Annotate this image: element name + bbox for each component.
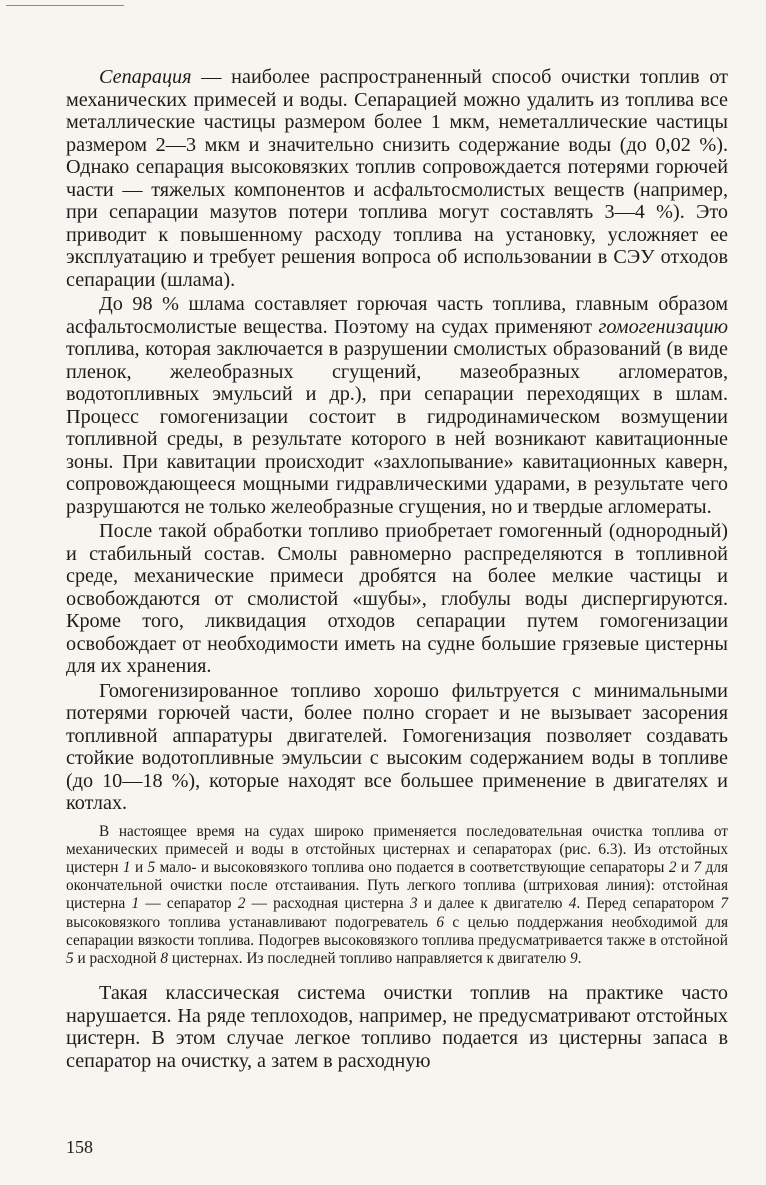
ref-num: 9 [569, 949, 578, 967]
paragraph-homogenization-before: До 98 % шлама составляет горючая часть топлива, главным образом асфальтосмолистые вещества. Поэтому на судах применяют [66, 293, 728, 338]
top-rule [6, 5, 124, 6]
ref-num: 6 [436, 913, 445, 931]
small-text: для окончательной очистки после отстаивания. Путь легкого топлива (штриховая линия): отстойная цистерна [66, 858, 728, 913]
paragraph-processing: После такой обработки топливо приобретает гомогенный (однородный) и стабильный состав. Смолы равномерно распределяются в топливной среде, механические примеси дробятся на более мелкие частицы и освобождаются от смолистой «шубы», глобулы воды диспергируются. Кроме того, ликвидация отходов сепарации путем гомогенизации освобождает от необходимости иметь на судне большие грязевые цистерны для их хранения. [66, 520, 728, 677]
ref-num: 1 [131, 895, 140, 913]
ref-num: 4 [568, 895, 577, 913]
term-homogenization: гомогенизацию [598, 315, 728, 338]
small-text: с целью поддержания необходимой для сепарации вязкости топлива. Подогрев высоковязкого топлива предусматривается также в отстойной [66, 913, 728, 949]
small-text: и [130, 858, 148, 876]
ref-num: 2 [237, 895, 246, 913]
term-separation: Сепарация [99, 66, 192, 88]
ref-num: 2 [668, 858, 677, 876]
ref-num: 5 [147, 858, 156, 876]
small-text: мало- и высоковязкого топлива оно подается в соответствующие сепараторы [155, 858, 669, 876]
small-text: и [676, 858, 694, 876]
small-text: . Перед сепаратором [576, 895, 721, 913]
ref-num: 7 [693, 858, 702, 876]
paragraph-homogenization-after: топлива, которая заключается в разрушении смолистых образований (в виде пленок, желеобразных сгущений, мазеобразных агломератов, водотопливных эмульсий и др.), при сепарации переходящих в шлам. Процесс гомогенизации состоит в гидродинамическом возмущении топливной среды, в результате которого в ней возникают кавитационные зоны. При кавитации происходит «захлопывание» кавитационных каверн, сопровождающееся мощными гидравлическими ударами, в результате чего разрушаются не только желеобразные сгущения, но и твердые агломераты. [66, 338, 728, 518]
small-text: — сепаратор [139, 895, 238, 913]
paragraph-homogenization [66, 293, 728, 518]
ref-num: 3 [409, 895, 418, 913]
small-text: — расходная цистерна [245, 895, 410, 913]
paragraph-separation-text: — наиболее распространенный способ очистки топлив от механических примесей и воды. Сепарацией можно удалить из топлива все металлические частицы размером более 1 мкм, неметаллические частицы размером 2—3 мкм и значительно снизить содержание воды (до 0,02 %). Однако сепарация высоковязких топлив сопровождается потерями горючей части — тяжелых компонентов и асфальтосмолистых веществ (например, при сепарации мазутов потери топлива могут составлять 3—4 %). Это приводит к повышенному расходу топлива на установку, усложняет ее эксплуатацию и требует решения вопроса об использовании в СЭУ отходов сепарации (шлама). [66, 66, 728, 291]
paragraph-classic-system: Такая классическая система очистки топлив на практике часто нарушается. На ряде теплоходов, например, не предусматривают отстойных цистерн. В этом случае легкое топливо подается из цистерны запаса в сепаратор на очистку, а затем в расходную [66, 982, 728, 1072]
small-text: цистернах. Из последней топливо направляется к двигателю [168, 949, 570, 967]
page-number: 158 [66, 1137, 93, 1157]
small-text: В настоящее время на судах широко применяется последовательная очистка топлива от механических примесей и воды в отстойных цистернах и сепараторах (рис. 6.3). Из отстойных цистерн [66, 822, 728, 876]
ref-num: 1 [122, 858, 131, 876]
paragraph-homogenized-fuel: Гомогенизированное топливо хорошо фильтруется с минимальными потерями горючей части, более полно сгорает и не вызывает засорения топливной аппаратуры двигателей. Гомогенизация позволяет создавать стойкие водотопливные эмульсии с высоким содержанием воды в топливе (до 10—18 %), которые находят все большее применение в двигателях и котлах. [66, 679, 728, 814]
small-text: и расходной [73, 949, 161, 967]
ref-num: 5 [66, 949, 74, 967]
paragraph-separation [66, 66, 728, 291]
ref-num: 8 [160, 949, 169, 967]
small-text: высоковязкого топлива устанавливают подогреватель [66, 913, 437, 931]
page-body [66, 66, 728, 1072]
small-text: . [577, 949, 582, 967]
small-print-block [66, 823, 728, 969]
ref-num: 7 [720, 895, 728, 913]
small-text: и далее к двигателю [417, 895, 569, 913]
